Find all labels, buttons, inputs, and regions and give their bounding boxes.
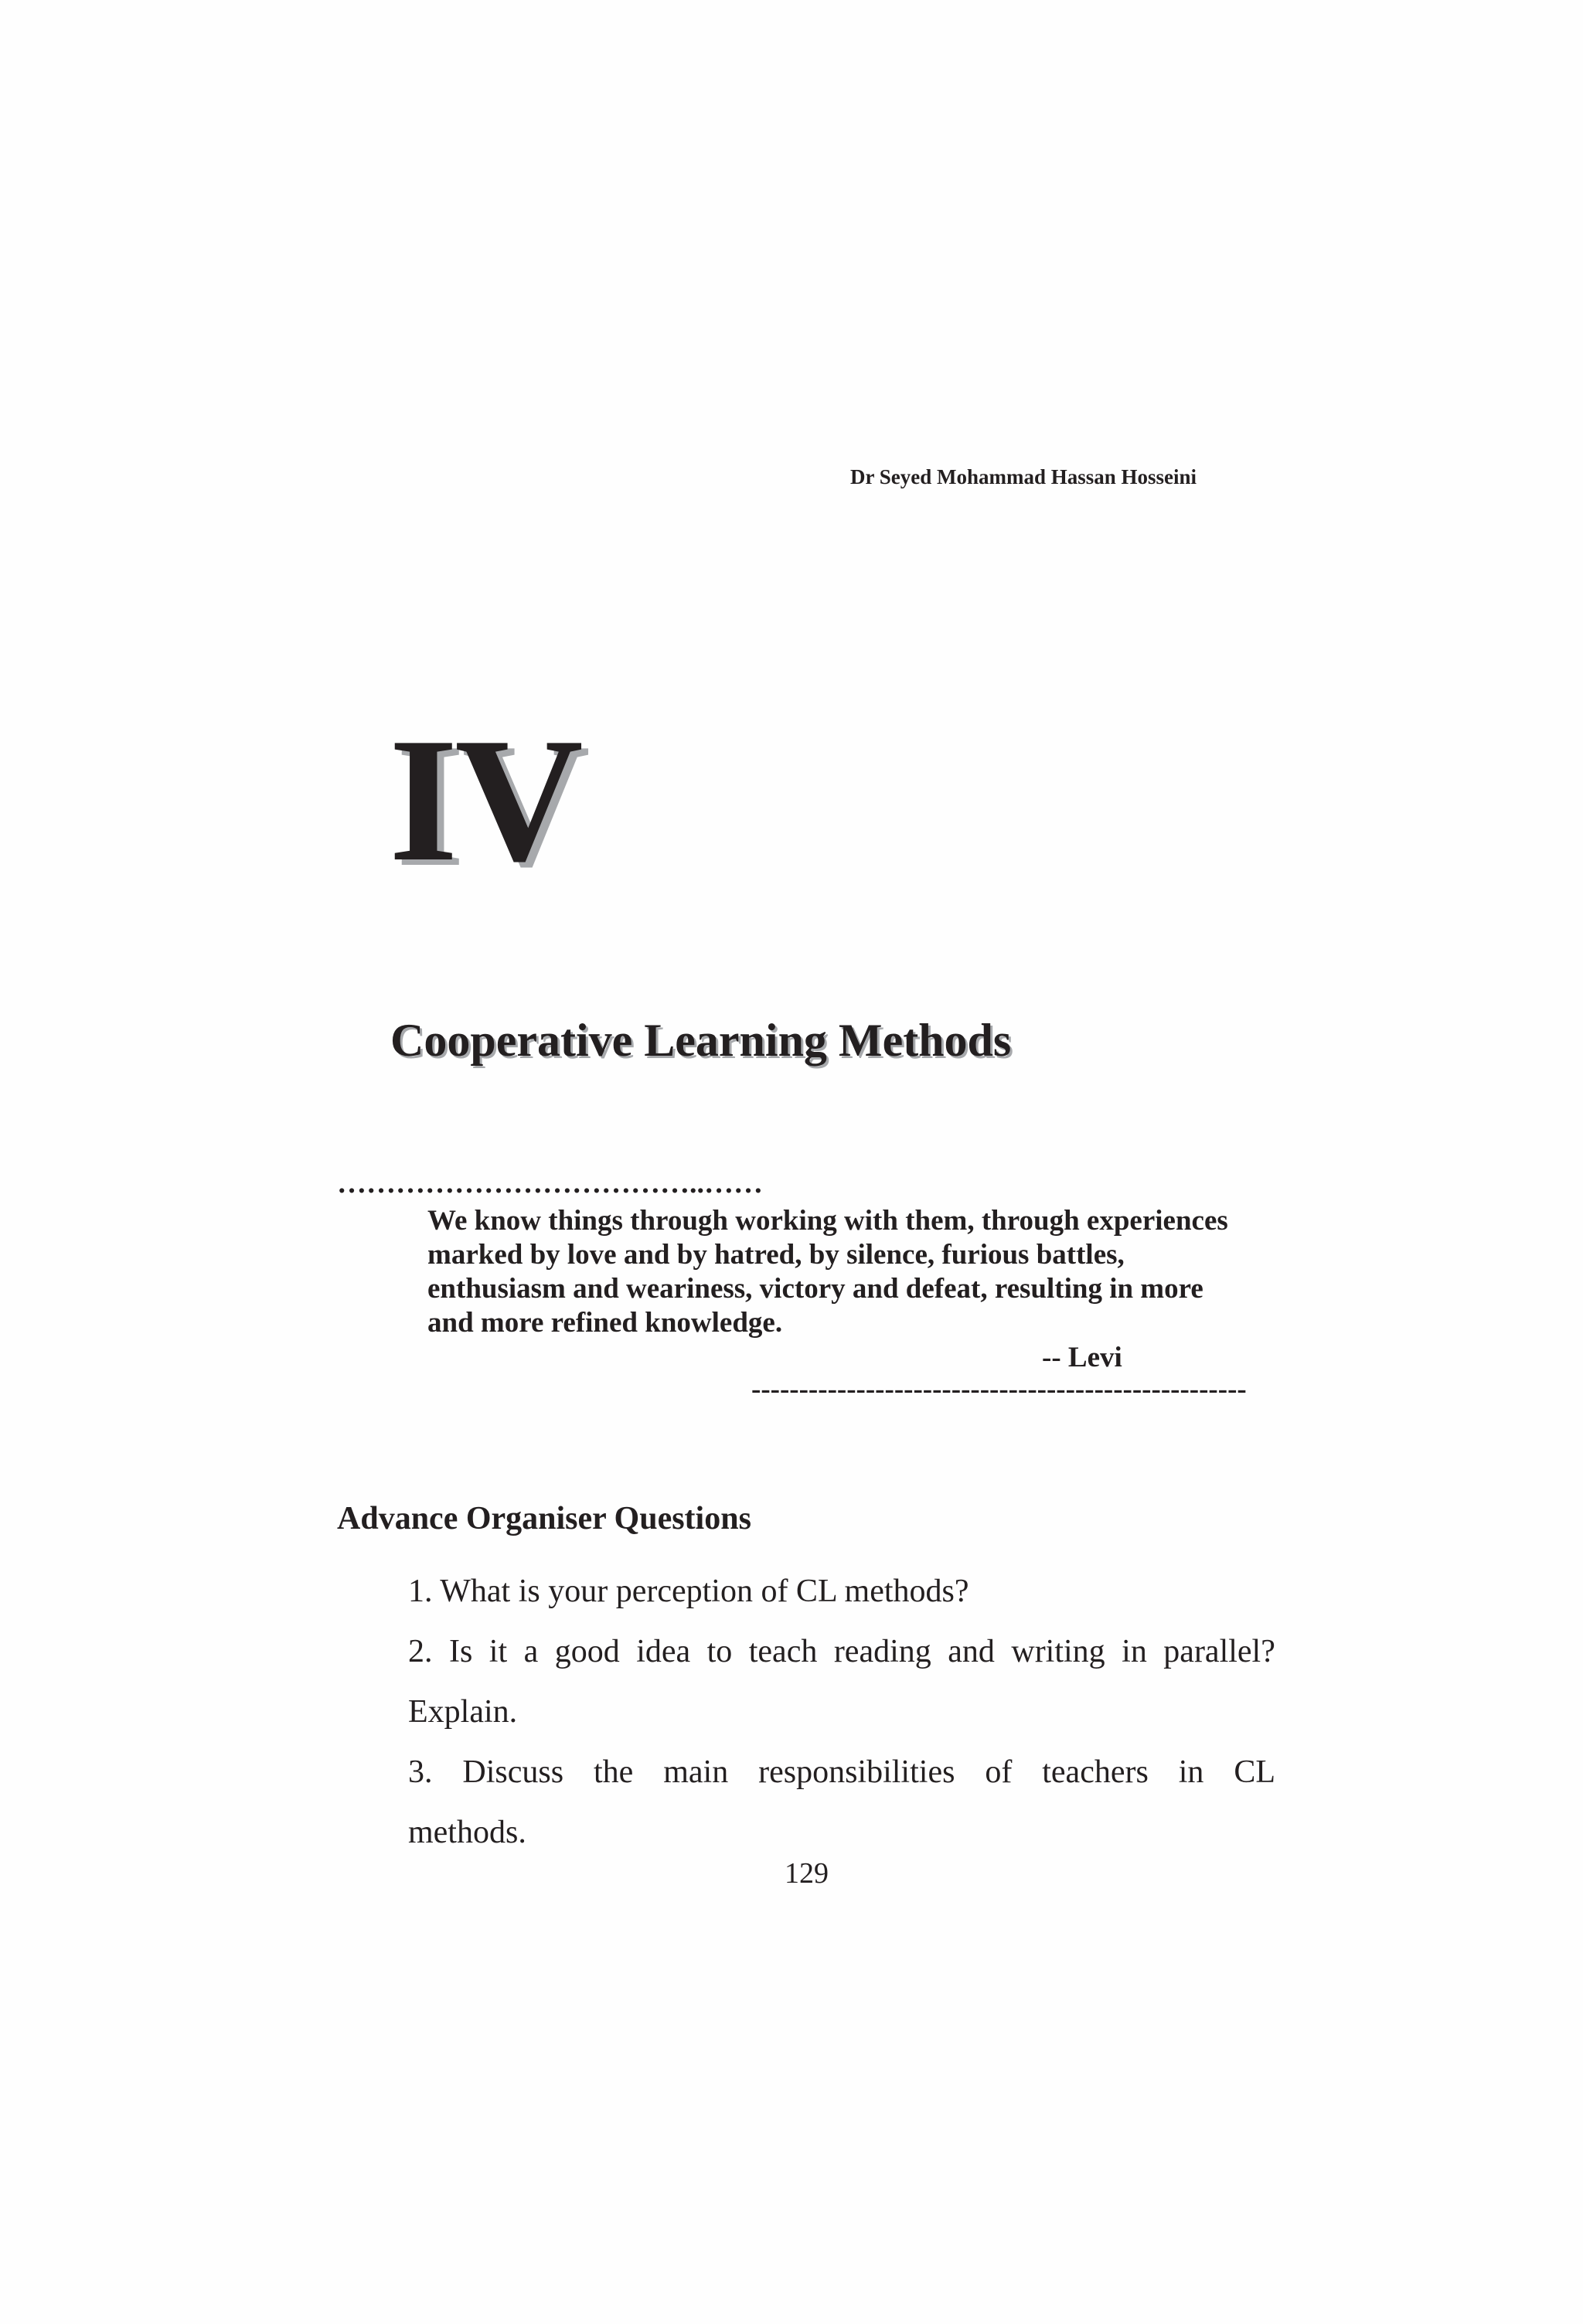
epigraph-dash-rule: ---------------------------------------------------- (751, 1373, 1247, 1405)
epigraph-quote (427, 1204, 1278, 1340)
question-word: 2. (408, 1634, 433, 1669)
epigraph-line: and more refined knowledge. (427, 1307, 783, 1339)
question-3-continuation: methods. (408, 1815, 526, 1850)
question-word: of (985, 1754, 1013, 1790)
question-word: to (706, 1634, 733, 1669)
question-word: parallel? (1163, 1634, 1275, 1669)
question-word: writing (1011, 1634, 1105, 1669)
epigraph-attribution: -- Levi (1042, 1342, 1122, 1373)
question-word: the (594, 1754, 634, 1790)
page-number: 129 (785, 1857, 829, 1890)
question-word: CL (1234, 1754, 1275, 1790)
epigraph-line: marked by love and by hatred, by silence, furious battles, (427, 1239, 1125, 1271)
question-word: in (1122, 1634, 1147, 1669)
question-list (408, 1561, 1275, 1863)
question-1: 1. What is your perception of CL methods? (408, 1574, 969, 1609)
question-2-continuation: Explain. (408, 1694, 518, 1730)
section-heading: Advance Organiser Questions (337, 1501, 751, 1536)
epigraph-dot-leader: ………………………………..…… (337, 1167, 763, 1199)
question-word: Discuss (462, 1754, 564, 1790)
question-word: reading (833, 1634, 931, 1669)
question-word: teach (748, 1634, 818, 1669)
question-word: teachers (1042, 1754, 1149, 1790)
question-word: responsibilities (758, 1754, 955, 1790)
question-word: main (663, 1754, 729, 1790)
question-word: in (1178, 1754, 1204, 1790)
running-head-author: Dr Seyed Mohammad Hassan Hosseini (850, 465, 1197, 488)
epigraph-line: We know things through working with them, through experiences (427, 1205, 1228, 1237)
question-2 (408, 1621, 1275, 1682)
epigraph-line: enthusiasm and weariness, victory and defeat, resulting in more (427, 1273, 1203, 1305)
chapter-number: IV (389, 701, 580, 898)
question-word: and (948, 1634, 995, 1669)
chapter-title: Cooperative Learning Methods (390, 1015, 1012, 1066)
question-word: a (523, 1634, 539, 1669)
question-word: idea (636, 1634, 691, 1669)
question-3 (408, 1742, 1275, 1802)
question-word: good (554, 1634, 620, 1669)
question-word: it (489, 1634, 508, 1669)
question-word: 3. (408, 1754, 433, 1790)
question-word: Is (448, 1634, 473, 1669)
